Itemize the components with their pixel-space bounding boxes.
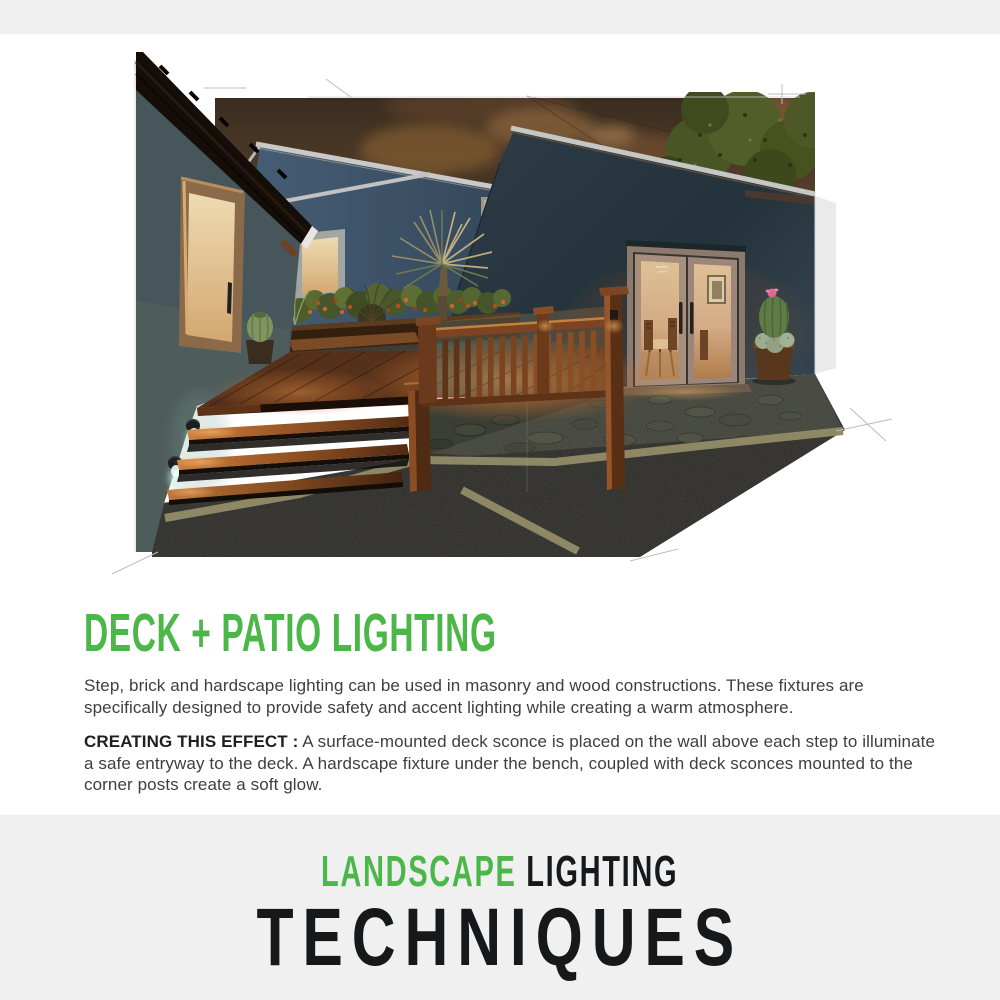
footer-title [0, 892, 1000, 983]
effect-paragraph [84, 731, 942, 796]
door-handle [679, 302, 683, 334]
white-side-panel [815, 196, 836, 374]
brand-word-lighting: LIGHTING [526, 847, 679, 896]
door-handle [690, 302, 694, 334]
brand-line [0, 847, 1000, 896]
intro-paragraph: Step, brick and hardscape lighting can be used in masonry and wood constructions. These fixtures are specifically designed to provide safety and accent lighting while creating a warm atmosphere. [84, 676, 864, 717]
footer-brand-band [0, 815, 1000, 1000]
effect-label: CREATING THIS EFFECT : [84, 732, 299, 751]
text-content [84, 603, 942, 809]
footer-title-text: TECHNIQUES [256, 892, 744, 983]
effect-text: A surface-mounted deck sconce is placed on the wall above each step to illuminate a safe entryway to the deck. A hardscape fixture under the bench, coupled with deck sconces mounted to the corner posts create a soft glow. [84, 732, 936, 794]
brand-word-landscape: LANDSCAPE [321, 847, 517, 896]
page-title [84, 603, 942, 663]
entry-door [179, 177, 245, 353]
page-title-text: DECK + PATIO LIGHTING [84, 603, 497, 663]
rail-post [418, 322, 437, 404]
post-sconce-glow [536, 319, 554, 333]
